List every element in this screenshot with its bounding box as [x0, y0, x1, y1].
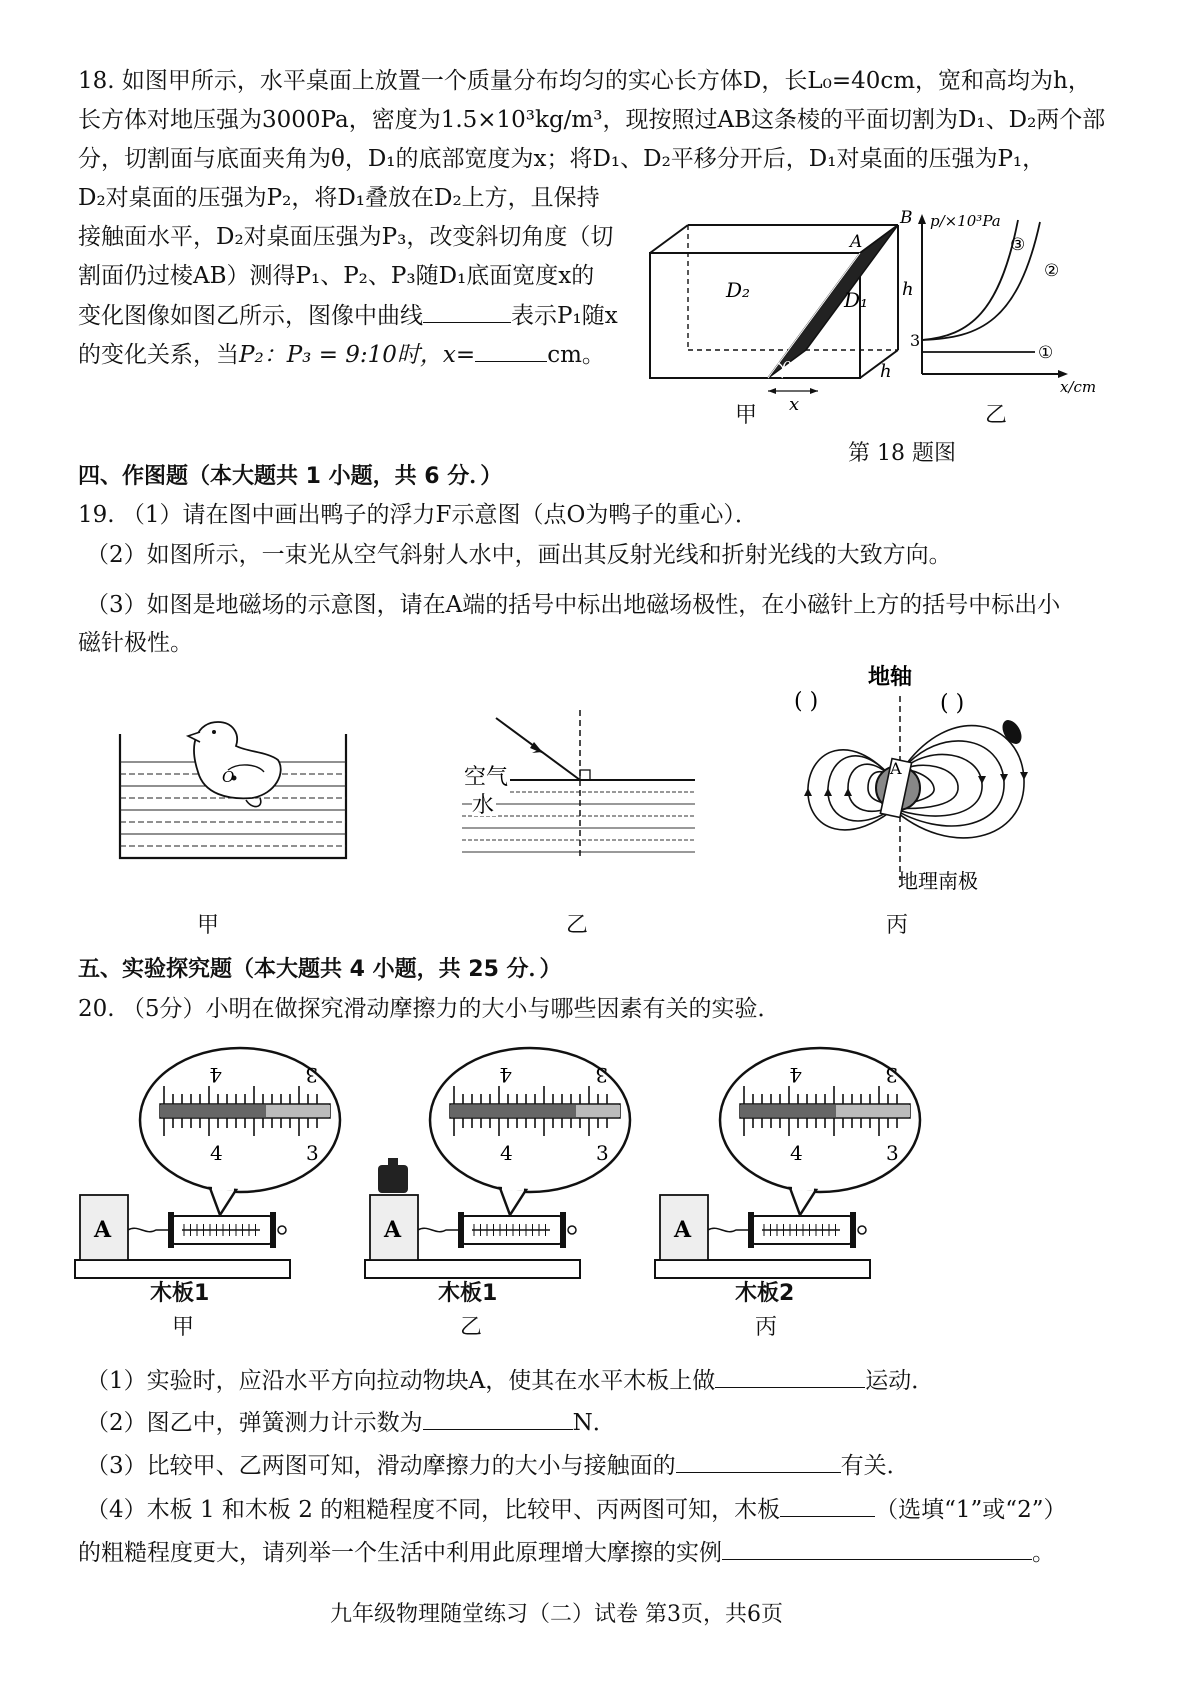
- page-footer: 九年级物理随堂练习（二）试卷 第3页，共6页: [330, 1602, 783, 1627]
- water-label: 水: [472, 793, 495, 818]
- scale-label-3: 3: [885, 1063, 898, 1087]
- scale-label-4-bottom: 4: [500, 1141, 513, 1165]
- q18-ratio: P₂：P₃ = 9:10时，x=: [239, 342, 476, 368]
- scale-label-4: 4: [499, 1063, 512, 1087]
- duck-figure: [118, 712, 348, 862]
- setup-jia: [75, 1048, 340, 1278]
- scale-label-4: 4: [789, 1063, 802, 1087]
- graph-tick-3: 3: [910, 331, 921, 350]
- answer-blank-board[interactable]: [780, 1494, 875, 1517]
- scale-label-4-bottom: 4: [210, 1141, 223, 1165]
- q18-line4: D₂对桌面的压强为P₂，将D₁叠放在D₂上方，且保持: [78, 185, 600, 211]
- graph-xlabel: x/cm: [1060, 378, 1097, 396]
- label-d2: D₂: [726, 278, 751, 302]
- setup-yi: [365, 1048, 630, 1278]
- board-label-bing: 木板2: [735, 1281, 795, 1306]
- q18-caption-jia: 甲: [735, 403, 758, 428]
- scale-label-3: 3: [305, 1063, 318, 1087]
- q19-caption-bing: 丙: [886, 913, 909, 938]
- q18-line7: [78, 300, 618, 331]
- board-label-jia: 木板1: [150, 1281, 210, 1306]
- label-b: B: [900, 208, 913, 228]
- graph-label-3: ③: [1010, 235, 1026, 255]
- label-x: x: [789, 394, 800, 415]
- q18-caption-yi: 乙: [985, 403, 1008, 428]
- q18-line6: 割面仍过棱AB）测得P₁、P₂、P₃随D₁底面宽度x的: [78, 263, 595, 289]
- scale-label-4-bottom: 4: [790, 1141, 803, 1165]
- graph-label-2: ②: [1044, 261, 1060, 281]
- earth-field-figure: [790, 660, 1050, 893]
- q20-part4: [86, 1494, 1066, 1525]
- q18-line2: 长方体对地压强为3000Pa，密度为1.5×10³kg/m³，现按照过AB这条棱的平面切割为D₁、D₂两个部: [78, 107, 1106, 133]
- block-label: A: [94, 1217, 112, 1243]
- q20-part4-tail: （选填“1”或“2”）: [875, 1497, 1067, 1523]
- q20-part4-text2: 的粗糙程度更大，请列举一个生活中利用此原理增大摩擦的实例: [78, 1540, 722, 1566]
- q20-stem: 20. （5分）小明在做探究滑动摩擦力的大小与哪些因素有关的实验．: [78, 996, 781, 1022]
- answer-blank-example[interactable]: [722, 1537, 1032, 1560]
- scale-label-3-bottom: 3: [596, 1141, 609, 1165]
- q19-caption-jia: 甲: [197, 913, 220, 938]
- duck-center-label: O: [222, 768, 235, 786]
- block-label: A: [384, 1217, 402, 1243]
- label-d1: D₁: [844, 288, 869, 312]
- q19-part3a: （3）如图是地磁场的示意图，请在A端的括号中标出地磁场极性，在小磁针上方的括号中标出小: [86, 592, 1061, 618]
- q18-figure-graph: [910, 212, 1110, 396]
- scale-label-4: 4: [209, 1063, 222, 1087]
- section4-heading: 四、作图题（本大题共 1 小题，共 6 分．）: [78, 464, 503, 489]
- scale-label-3: 3: [595, 1063, 608, 1087]
- q19-part2: （2）如图所示，一束光从空气斜射人水中，画出其反射光线和折射光线的大致方向。: [86, 542, 952, 568]
- q18-line8: [78, 339, 605, 370]
- block-label: A: [674, 1217, 692, 1243]
- weight-icon: [378, 1165, 408, 1193]
- bracket-a-end[interactable]: ( ): [794, 689, 819, 714]
- q20-part1-tail: 运动．: [865, 1368, 935, 1394]
- q19-caption-yi: 乙: [566, 913, 589, 938]
- q20-part1: [86, 1365, 934, 1396]
- section5-heading: 五、实验探究题（本大题共 4 小题，共 25 分．）: [78, 957, 562, 982]
- graph-label-1: ①: [1038, 343, 1054, 363]
- q18-line7-tail: 表示P₁随x: [511, 303, 618, 329]
- scale-label-3-bottom: 3: [306, 1141, 319, 1165]
- magnet-a-label: A: [890, 759, 902, 778]
- duck-icon: [188, 722, 281, 807]
- answer-blank-curve[interactable]: [423, 300, 511, 323]
- south-pole-label: 地理南极: [898, 869, 978, 893]
- bracket-needle[interactable]: ( ): [940, 691, 965, 716]
- q18-line8-text: 的变化关系，当: [78, 342, 239, 368]
- answer-blank-factor[interactable]: [676, 1450, 841, 1473]
- friction-experiment-figures: [60, 1040, 1170, 1340]
- setup-bing: [655, 1048, 920, 1278]
- q20-part4-end: 。: [1032, 1540, 1055, 1566]
- answer-blank-motion[interactable]: [715, 1365, 865, 1388]
- q20-part4-text: （4）木板 1 和木板 2 的粗糙程度不同，比较甲、丙两图可知，木板: [86, 1497, 781, 1523]
- q20-part3: [86, 1450, 910, 1481]
- label-h-height: h: [902, 279, 914, 300]
- q18-figure-title: 第 18 题图: [848, 441, 956, 466]
- board-label-yi: 木板1: [438, 1281, 498, 1306]
- air-label: 空气: [464, 765, 509, 790]
- q20-part2-tail: N．: [572, 1410, 616, 1436]
- caption-yi: 乙: [460, 1315, 483, 1340]
- q20-part2: [86, 1407, 616, 1438]
- curve-3: [922, 220, 1018, 340]
- q20-part3-text: （3）比较甲、乙两图可知，滑动摩擦力的大小与接触面的: [86, 1453, 676, 1479]
- q18-line3: 分，切割面与底面夹角为θ，D₁的底部宽度为x；将D₁、D₂平移分开后，D₁对桌面的压强为P₁，: [78, 146, 1046, 172]
- q19-part3b: 磁针极性。: [78, 630, 193, 656]
- q19-part1: 19. （1）请在图中画出鸭子的浮力F示意图（点O为鸭子的重心）．: [78, 502, 758, 528]
- label-h-width: h: [880, 361, 892, 382]
- q20-part1-text: （1）实验时，应沿水平方向拉动物块A，使其在水平木板上做: [86, 1368, 716, 1394]
- graph-ylabel: p/×10³Pa: [930, 212, 1001, 230]
- q20-part3-tail: 有关．: [840, 1453, 910, 1479]
- caption-jia: 甲: [172, 1315, 195, 1340]
- earth-axis-label: 地轴: [868, 664, 913, 690]
- scale-label-3-bottom: 3: [886, 1141, 899, 1165]
- light-figure: [460, 708, 700, 868]
- q20-part4-cont: [78, 1537, 1055, 1568]
- q18-line5: 接触面水平，D₂对桌面压强为P₃，改变斜切角度（切: [78, 224, 614, 250]
- caption-bing: 丙: [755, 1315, 778, 1340]
- answer-blank-x[interactable]: [475, 339, 547, 362]
- label-theta: θ: [782, 358, 792, 377]
- q18-line1: 18. 如图甲所示，水平桌面上放置一个质量分布均匀的实心长方体D，长L₀=40cm，宽和高均为h，: [78, 68, 1091, 94]
- compass-needle-icon: [999, 717, 1026, 748]
- label-a: A: [850, 232, 863, 252]
- answer-blank-force[interactable]: [423, 1407, 573, 1430]
- q20-part2-text: （2）图乙中，弹簧测力计示数为: [86, 1410, 423, 1436]
- q18-line8-unit: cm。: [547, 342, 605, 368]
- q18-figure-box: [648, 208, 914, 415]
- q18-line7-text: 变化图像如图乙所示，图像中曲线: [78, 303, 423, 329]
